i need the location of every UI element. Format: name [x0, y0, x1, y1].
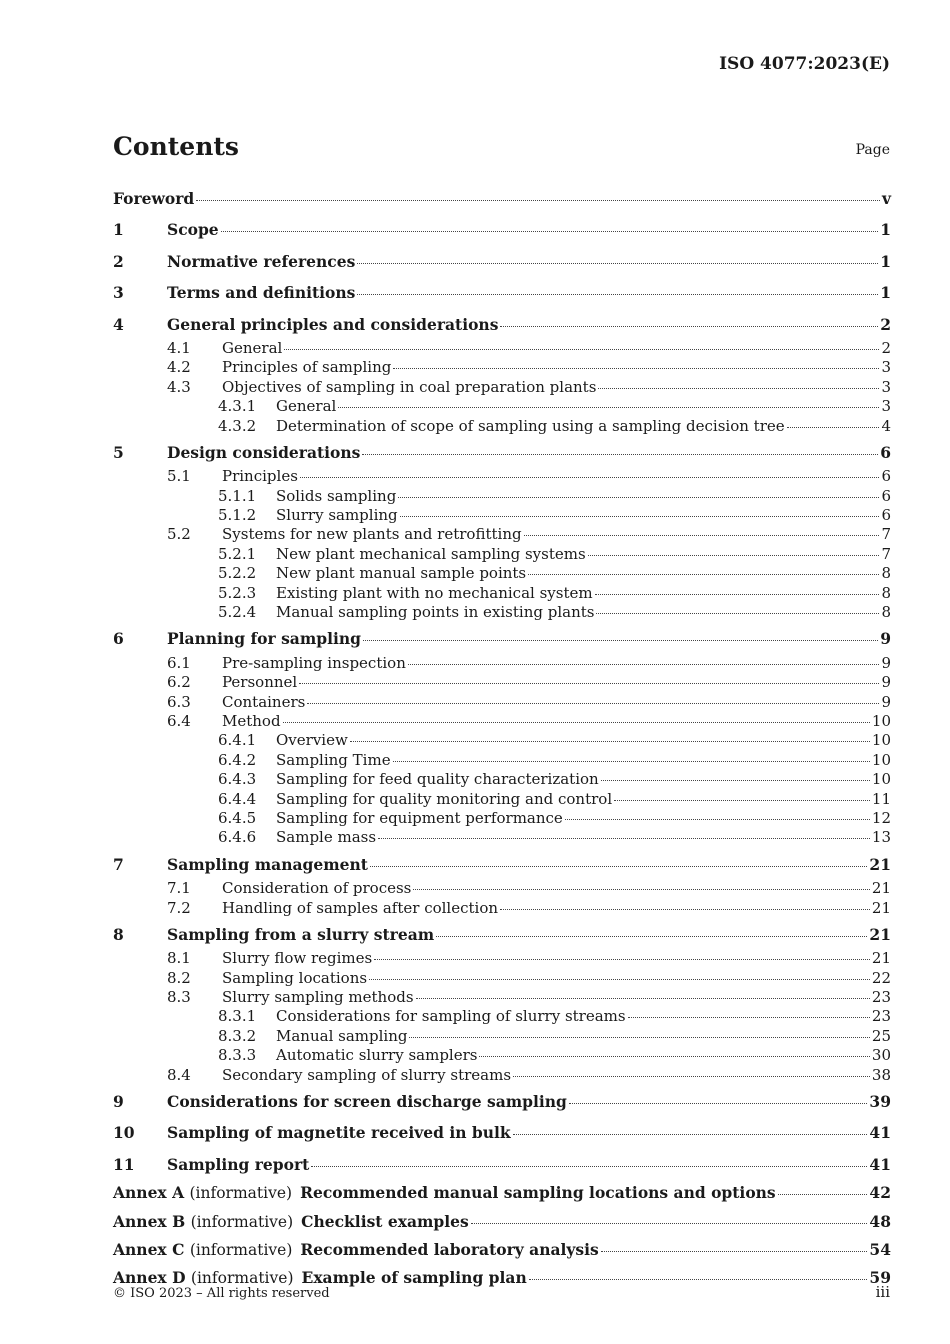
- toc-entry-page: 11: [871, 789, 891, 808]
- toc-entry[interactable]: [113, 751, 891, 770]
- toc-entry[interactable]: [113, 506, 891, 525]
- toc-entry[interactable]: [113, 584, 891, 603]
- toc-entry[interactable]: [113, 378, 891, 397]
- dot-leader: [628, 1016, 870, 1018]
- toc-entry-title: Objectives of sampling in coal preparation plants: [222, 377, 597, 396]
- toc-entry-number: 5: [113, 442, 124, 462]
- toc-entry[interactable]: [113, 899, 891, 918]
- toc-entry-page: 23: [871, 988, 891, 1007]
- toc-entry-title: Handling of samples after collection: [222, 898, 499, 917]
- annex-title: Checklist examples: [301, 1211, 469, 1231]
- toc-entry-number: 6.4.2: [218, 750, 257, 769]
- toc-entry-number: 7.1: [167, 879, 191, 898]
- dot-leader: [416, 997, 870, 999]
- dot-leader: [500, 908, 870, 910]
- toc-entry-number: 4.3.2: [218, 416, 257, 435]
- toc-entry-number: 2: [113, 251, 124, 271]
- toc-entry-page: 9: [881, 653, 891, 672]
- toc-entry-number: 1: [113, 220, 124, 240]
- toc-entry[interactable]: [113, 828, 891, 847]
- page-title: Contents: [113, 132, 240, 161]
- toc-entry[interactable]: [113, 654, 891, 673]
- dot-leader: [362, 453, 878, 455]
- toc-entry-number: 6.4: [167, 711, 191, 730]
- toc-entry-number: 10: [113, 1123, 135, 1143]
- annex-entry[interactable]: [113, 1236, 891, 1264]
- dot-leader: [528, 573, 879, 575]
- toc-entry-number: 3: [113, 283, 124, 303]
- toc-entry-title: Containers: [222, 692, 306, 711]
- dot-leader: [369, 978, 870, 980]
- toc-entry[interactable]: [113, 673, 891, 692]
- toc-entry-page: 22: [871, 968, 891, 987]
- toc-entry-page: 1: [880, 220, 891, 240]
- toc-entry-title: Pre-sampling inspection: [222, 653, 406, 672]
- annex-type: (informative): [189, 1240, 293, 1259]
- toc-entry-number: 7: [113, 854, 124, 874]
- toc-entry-page: 6: [880, 442, 891, 462]
- toc-entry[interactable]: [113, 397, 891, 416]
- toc-entry-page: 30: [871, 1046, 891, 1065]
- dot-leader: [614, 799, 870, 801]
- toc-entry-page: 39: [869, 1092, 891, 1112]
- toc-entry[interactable]: [113, 439, 891, 467]
- toc-entry-page: 3: [881, 358, 891, 377]
- dot-leader: [500, 325, 878, 327]
- dot-leader: [378, 837, 870, 839]
- toc-entry-number: 4.2: [167, 358, 191, 377]
- dot-leader: [529, 1278, 868, 1280]
- toc-entry-page: 7: [881, 544, 891, 563]
- toc-entry[interactable]: [113, 1151, 891, 1179]
- toc-entry[interactable]: [113, 545, 891, 564]
- toc-entry-title: Manual sampling points in existing plants: [276, 603, 595, 622]
- dot-leader: [513, 1075, 870, 1077]
- dot-leader: [393, 760, 870, 762]
- toc-entry[interactable]: [113, 921, 891, 949]
- toc-entry-number: 6.4.1: [218, 731, 257, 750]
- toc-entry-title: Principles of sampling: [222, 358, 392, 377]
- annex-entry[interactable]: [113, 1208, 891, 1236]
- dot-leader: [221, 230, 879, 232]
- annex-label: Annex B: [113, 1211, 186, 1231]
- dot-leader: [357, 293, 878, 295]
- toc-entry-number: 5.2.2: [218, 564, 257, 583]
- toc-entry-number: 6.2: [167, 673, 191, 692]
- annex-type: (informative): [190, 1269, 294, 1288]
- toc-entry-title: Scope: [167, 220, 219, 240]
- toc-entry[interactable]: [113, 1088, 891, 1116]
- toc-entry-title: Solids sampling: [276, 486, 397, 505]
- dot-leader: [299, 682, 879, 684]
- toc-entry-title: General: [276, 397, 337, 416]
- toc-entry-number: 8.3.3: [218, 1046, 257, 1065]
- annex-page: 59: [869, 1268, 891, 1288]
- toc-entry-number: 6.4.3: [218, 770, 257, 789]
- toc-entry[interactable]: [113, 969, 891, 988]
- copyright-notice: © ISO 2023 – All rights reserved: [113, 1286, 330, 1301]
- page-number: iii: [875, 1283, 890, 1301]
- toc-entry-page: 4: [881, 416, 891, 435]
- toc-entry-number: 8.4: [167, 1065, 191, 1084]
- toc-entry[interactable]: [113, 248, 891, 276]
- toc-entry-number: 5.2.4: [218, 603, 257, 622]
- toc-entry-title: Manual sampling: [276, 1026, 408, 1045]
- dot-leader: [479, 1055, 869, 1057]
- annex-heading: [113, 1179, 776, 1207]
- toc-entry-title: Foreword: [113, 189, 195, 208]
- dot-leader: [598, 387, 879, 389]
- toc-entry[interactable]: [113, 1046, 891, 1065]
- toc-entry-page: 6: [881, 506, 891, 525]
- toc-entry-number: 4.1: [167, 338, 191, 357]
- dot-leader: [565, 818, 870, 820]
- dot-leader: [601, 1250, 868, 1252]
- toc-entry-number: 5.1: [167, 467, 191, 486]
- toc-entry-page: 21: [871, 898, 891, 917]
- toc-entry-number: 6.3: [167, 692, 191, 711]
- dot-leader: [338, 406, 879, 408]
- toc-entry-title: Sampling management: [167, 854, 368, 874]
- toc-entry-page: 9: [881, 673, 891, 692]
- annex-heading: [113, 1208, 469, 1236]
- toc-entry-title: Personnel: [222, 673, 298, 692]
- dot-leader: [400, 515, 880, 517]
- toc-entry-number: 6: [113, 629, 124, 649]
- toc-entry-number: 8.3.1: [218, 1007, 257, 1026]
- toc-entry-title: Sampling for equipment performance: [276, 808, 563, 827]
- annex-type: (informative): [189, 1184, 293, 1203]
- toc-entry-title: Sampling for feed quality characterization: [276, 770, 599, 789]
- toc-entry-title: Sampling Time: [276, 750, 391, 769]
- toc-entry-page: 9: [880, 629, 891, 649]
- toc-entry[interactable]: [113, 790, 891, 809]
- toc-entry[interactable]: [113, 311, 891, 339]
- dot-leader: [409, 1036, 869, 1038]
- toc-entry-title: Existing plant with no mechanical system: [276, 583, 593, 602]
- toc-entry-title: Determination of scope of sampling using a sampling decision tree: [276, 416, 785, 435]
- toc-entry[interactable]: [113, 949, 891, 968]
- toc-entry-number: 8.2: [167, 968, 191, 987]
- toc-entry[interactable]: [113, 1007, 891, 1026]
- toc-entry-page: 21: [871, 879, 891, 898]
- toc-entry-page: 6: [881, 467, 891, 486]
- toc-entry[interactable]: [113, 770, 891, 789]
- toc-entry-title: Consideration of process: [222, 879, 412, 898]
- toc-entry-number: 7.2: [167, 898, 191, 917]
- annex-page: 42: [869, 1183, 891, 1203]
- toc-entry-title: General: [222, 338, 283, 357]
- toc-entry-number: 5.2.3: [218, 583, 257, 602]
- toc-entry[interactable]: [113, 358, 891, 377]
- toc-entry[interactable]: [113, 851, 891, 879]
- toc-entry-title: Secondary sampling of slurry streams: [222, 1065, 512, 1084]
- toc-entry-page: 3: [881, 377, 891, 396]
- toc-entry-title: Terms and definitions: [167, 283, 356, 303]
- toc-entry-page: 10: [871, 731, 891, 750]
- annex-type: (informative): [190, 1212, 294, 1231]
- toc-entry-number: 6.4.4: [218, 789, 257, 808]
- dot-leader: [307, 702, 879, 704]
- toc-entry-number: 5.1.1: [218, 486, 257, 505]
- toc-entry-number: 6.4.6: [218, 828, 257, 847]
- toc-entry-page: 8: [881, 603, 891, 622]
- annex-label: Annex A: [113, 1183, 185, 1203]
- toc-entry[interactable]: [113, 988, 891, 1007]
- toc-entry-title: General principles and considerations: [167, 314, 499, 334]
- toc-entry-title: Systems for new plants and retrofitting: [222, 525, 522, 544]
- toc-entry-number: 9: [113, 1092, 124, 1112]
- toc-entry-page: 2: [880, 314, 891, 334]
- annex-label: Annex D: [113, 1268, 186, 1288]
- toc-entry[interactable]: [113, 603, 891, 622]
- toc-entry[interactable]: [113, 693, 891, 712]
- toc-entry-title: Slurry flow regimes: [222, 949, 373, 968]
- toc-entry-title: Sampling from a slurry stream: [167, 924, 435, 944]
- dot-leader: [350, 740, 870, 742]
- toc-entry-title: Design considerations: [167, 442, 361, 462]
- dot-leader: [408, 663, 880, 665]
- toc-entry-number: 8: [113, 924, 124, 944]
- toc-entry-title: Slurry sampling methods: [222, 988, 414, 1007]
- toc-entry-number: 11: [113, 1154, 135, 1174]
- toc-entry-page: 1: [880, 283, 891, 303]
- dot-leader: [363, 639, 878, 641]
- dot-leader: [588, 554, 880, 556]
- toc-entry-page: 13: [871, 828, 891, 847]
- toc-entry-number: 6.4.5: [218, 808, 257, 827]
- toc-entry-title: Planning for sampling: [167, 629, 361, 649]
- dot-leader: [778, 1193, 868, 1195]
- annex-label: Annex C: [113, 1239, 185, 1259]
- toc-entry[interactable]: [113, 417, 891, 436]
- toc-entry-title: Sample mass: [276, 828, 377, 847]
- dot-leader: [595, 593, 880, 595]
- toc-entry-number: 5.2: [167, 525, 191, 544]
- dot-leader: [393, 367, 879, 369]
- dot-leader: [569, 1102, 868, 1104]
- toc-entry-page: 25: [871, 1026, 891, 1045]
- dot-leader: [311, 1165, 867, 1167]
- toc-entry[interactable]: [113, 279, 891, 307]
- toc-entry[interactable]: [113, 1066, 891, 1085]
- toc-entry[interactable]: [113, 467, 891, 486]
- annex-heading: [113, 1236, 599, 1264]
- toc-entry-page: 8: [881, 583, 891, 602]
- toc-entry-number: 5.1.2: [218, 506, 257, 525]
- toc-entry-number: 6.1: [167, 653, 191, 672]
- toc-entry[interactable]: [113, 525, 891, 544]
- dot-leader: [524, 534, 880, 536]
- dot-leader: [471, 1222, 868, 1224]
- toc-entry-title: Normative references: [167, 251, 356, 271]
- toc-entry-page: 10: [871, 711, 891, 730]
- toc-entry[interactable]: [113, 339, 891, 358]
- toc-entry-page: 41: [869, 1154, 891, 1174]
- toc-entry-title: Considerations for screen discharge sampling: [167, 1092, 567, 1112]
- dot-leader: [436, 935, 867, 937]
- toc-entry-number: 8.3.2: [218, 1026, 257, 1045]
- toc-entry-page: 2: [881, 338, 891, 357]
- annex-entry[interactable]: [113, 1179, 891, 1207]
- toc-entry-number: 4: [113, 314, 124, 334]
- toc-entry-page: 21: [871, 949, 891, 968]
- dot-leader: [196, 199, 880, 201]
- table-of-contents: [113, 185, 891, 1293]
- dot-leader: [370, 865, 868, 867]
- toc-entry-page: 10: [871, 750, 891, 769]
- dot-leader: [413, 888, 870, 890]
- toc-entry-page: 9: [881, 692, 891, 711]
- toc-entry[interactable]: [113, 1027, 891, 1046]
- dot-leader: [596, 612, 879, 614]
- toc-entry-page: 3: [881, 397, 891, 416]
- page-column-label: Page: [855, 142, 890, 158]
- toc-entry[interactable]: [113, 731, 891, 750]
- toc-entry[interactable]: [113, 879, 891, 898]
- toc-entry-page: 12: [871, 808, 891, 827]
- annex-title: Example of sampling plan: [301, 1268, 527, 1288]
- toc-entry-number: 4.3: [167, 377, 191, 396]
- toc-entry-page: 10: [871, 770, 891, 789]
- dot-leader: [398, 496, 879, 498]
- toc-entry-title: Slurry sampling: [276, 506, 398, 525]
- dot-leader: [374, 958, 870, 960]
- toc-entry-title: Sampling of magnetite received in bulk: [167, 1123, 511, 1143]
- toc-entry-page: v: [881, 189, 891, 208]
- toc-entry-title: Method: [222, 711, 281, 730]
- toc-entry-page: 6: [881, 486, 891, 505]
- toc-entry-title: Sampling report: [167, 1154, 310, 1174]
- dot-leader: [357, 262, 878, 264]
- toc-entry-title: Sampling locations: [222, 968, 368, 987]
- annex-title: Recommended laboratory analysis: [300, 1239, 599, 1259]
- toc-entry-page: 41: [869, 1123, 891, 1143]
- toc-entry-page: 21: [869, 924, 891, 944]
- toc-entry-number: 8.1: [167, 949, 191, 968]
- toc-entry[interactable]: [113, 564, 891, 583]
- toc-entry-page: 8: [881, 564, 891, 583]
- toc-entry-title: New plant mechanical sampling systems: [276, 544, 586, 563]
- toc-entry-page: 1: [880, 251, 891, 271]
- dot-leader: [787, 426, 880, 428]
- dot-leader: [601, 779, 870, 781]
- annex-page: 48: [869, 1211, 891, 1231]
- toc-entry-page: 38: [871, 1065, 891, 1084]
- toc-entry[interactable]: [113, 625, 891, 653]
- toc-entry-title: Principles: [222, 467, 298, 486]
- toc-entry-title: Overview: [276, 731, 348, 750]
- toc-entry-title: New plant manual sample points: [276, 564, 527, 583]
- toc-entry[interactable]: [113, 1119, 891, 1147]
- toc-entry[interactable]: [113, 712, 891, 731]
- dot-leader: [283, 721, 870, 723]
- toc-entry-page: 23: [871, 1007, 891, 1026]
- toc-entry-title: Considerations for sampling of slurry streams: [276, 1007, 626, 1026]
- toc-entry-page: 7: [881, 525, 891, 544]
- dot-leader: [284, 348, 879, 350]
- dot-leader: [513, 1133, 868, 1135]
- toc-entry-title: Sampling for quality monitoring and control: [276, 789, 613, 808]
- toc-entry-title: Automatic slurry samplers: [276, 1046, 478, 1065]
- dot-leader: [300, 476, 880, 478]
- annex-page: 54: [869, 1239, 891, 1259]
- toc-entry-number: 8.3: [167, 988, 191, 1007]
- annex-title: Recommended manual sampling locations and options: [300, 1183, 776, 1203]
- toc-entry[interactable]: [113, 185, 891, 213]
- toc-entry-number: 5.2.1: [218, 544, 257, 563]
- document-id: ISO 4077:2023(E): [719, 54, 890, 74]
- toc-entry-number: 4.3.1: [218, 397, 257, 416]
- toc-entry[interactable]: [113, 216, 891, 244]
- toc-entry-page: 21: [869, 854, 891, 874]
- toc-entry[interactable]: [113, 809, 891, 828]
- toc-entry[interactable]: [113, 487, 891, 506]
